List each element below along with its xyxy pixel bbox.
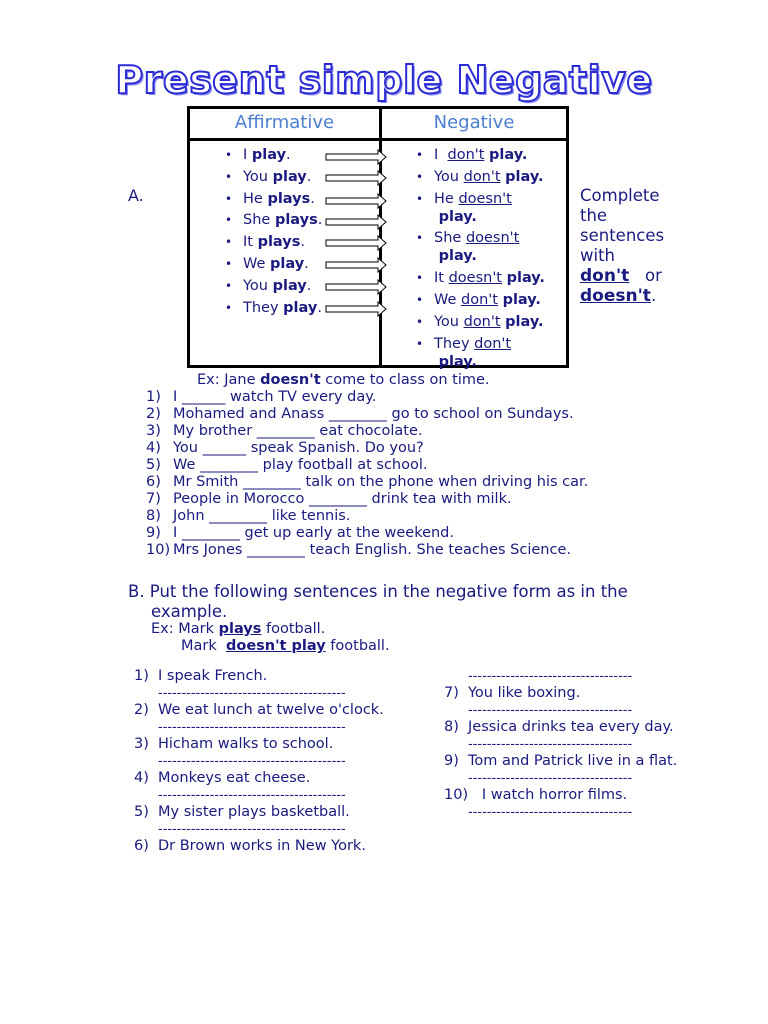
affirmative-list	[225, 145, 322, 319]
exercise-item: 3) My brother ________ eat chocolate.	[146, 423, 423, 439]
arrow-icon	[326, 171, 386, 185]
affirmative-item: • We play.	[225, 254, 322, 276]
exercise-b-item: 8) Jessica drinks tea every day. -----------------------------------	[444, 719, 677, 753]
table-header-divider	[190, 138, 566, 141]
exercise-item: 6) Mr Smith ________ talk on the phone when driving his car.	[146, 474, 589, 490]
exercise-item: 8) John ________ like tennis.	[146, 508, 351, 524]
page-title: Present simple Negative	[115, 58, 653, 102]
answer-line: ----------------------------------------	[158, 822, 346, 837]
exercise-item: 4) You ______ speak Spanish. Do you?	[146, 440, 424, 456]
example-b-1: Ex: Mark plays football.	[151, 621, 326, 637]
exercise-b-item: 2) We eat lunch at twelve o'clock. ----------------------------------------	[134, 702, 384, 735]
exercise-b-item: 1) I speak French. ----------------------------------------	[134, 668, 384, 702]
exercise-item: 10) Mrs Jones ________ teach English. She teaches Science.	[146, 542, 571, 558]
affirmative-item: • You play.	[225, 276, 322, 298]
exercise-b-item: 9) Tom and Patrick live in a flat. -----------------------------------	[444, 753, 678, 786]
affirmative-item: • He plays.	[225, 189, 322, 211]
negative-item: • You don't play.	[416, 168, 566, 186]
instruction-b-cont: example.	[151, 602, 228, 621]
affirmative-item: • She plays.	[225, 210, 322, 232]
arrow-icon	[326, 258, 386, 272]
exercise-b-right	[444, 668, 677, 821]
answer-line: -----------------------------------	[468, 737, 633, 752]
affirmative-item: • You play.	[225, 167, 322, 189]
answer-line: ----------------------------------------	[158, 686, 346, 701]
instruction-b: B. Put the following sentences in the negative form as in the	[128, 582, 628, 601]
affirmative-header: Affirmative	[234, 112, 335, 133]
negative-item: • He doesn't play.	[416, 190, 566, 226]
arrow-icon	[326, 215, 386, 229]
affirmative-item: • They play.	[225, 298, 322, 320]
exercise-item: 5) We ________ play football at school.	[146, 457, 428, 473]
exercise-b-item: 4) Monkeys eat cheese. ----------------------------------------	[134, 770, 384, 804]
negative-item: • You don't play.	[416, 313, 566, 331]
arrow-icon	[326, 280, 386, 294]
instruction-a: Complete the sentences with don't or doesn't.	[580, 186, 665, 306]
answer-line: -----------------------------------	[468, 805, 633, 820]
example-a: Ex: Jane doesn't come to class on time.	[197, 372, 490, 388]
arrows-graphic	[322, 147, 402, 327]
exercise-item: 7) People in Morocco ________ drink tea with milk.	[146, 491, 512, 507]
conjugation-table	[187, 106, 569, 368]
arrow-icon	[326, 302, 386, 316]
exercise-b-item: 6) Dr Brown works in New York.	[134, 838, 366, 854]
negative-item: • We don't play.	[416, 291, 566, 309]
exercise-b-item: 5) My sister plays basketball. ----------------------------------------	[134, 804, 384, 838]
exercise-item: 1) I ______ watch TV every day.	[146, 389, 377, 405]
negative-item: • They don't play.	[416, 335, 566, 371]
answer-line: ----------------------------------------	[158, 788, 346, 803]
exercise-b-item: 10) I watch horror films. -----------------------------------	[444, 787, 677, 821]
answer-line: -----------------------------------	[468, 703, 633, 718]
answer-line: ----------------------------------------	[158, 754, 346, 769]
answer-line: -----------------------------------	[468, 669, 633, 684]
negative-list	[416, 146, 566, 374]
exercise-b-left	[134, 668, 384, 872]
affirmative-item: • I play.	[225, 145, 322, 167]
negative-item: • It doesn't play.	[416, 269, 566, 287]
exercise-b-item: 7) You like boxing. -----------------------------------	[444, 685, 677, 719]
exercise-item: 2) Mohamed and Anass ________ go to school on Sundays.	[146, 406, 574, 422]
answer-line: -----------------------------------	[468, 771, 633, 786]
negative-item: • She doesn't play.	[416, 229, 566, 265]
negative-item: • I don't play.	[416, 146, 566, 164]
arrow-icon	[326, 236, 386, 250]
negative-header: Negative	[433, 112, 515, 133]
arrow-icon	[326, 150, 386, 164]
arrow-icon	[326, 194, 386, 208]
exercise-a-list	[146, 389, 588, 559]
section-a-label: A.	[128, 186, 144, 205]
exercise-item: 9) I ________ get up early at the weekend.	[146, 525, 454, 541]
answer-line: ----------------------------------------	[158, 720, 346, 735]
exercise-b-item: 3) Hicham walks to school. ----------------------------------------	[134, 736, 384, 770]
affirmative-item: • It plays.	[225, 232, 322, 254]
example-b-2: Mark doesn't play football.	[181, 638, 390, 654]
